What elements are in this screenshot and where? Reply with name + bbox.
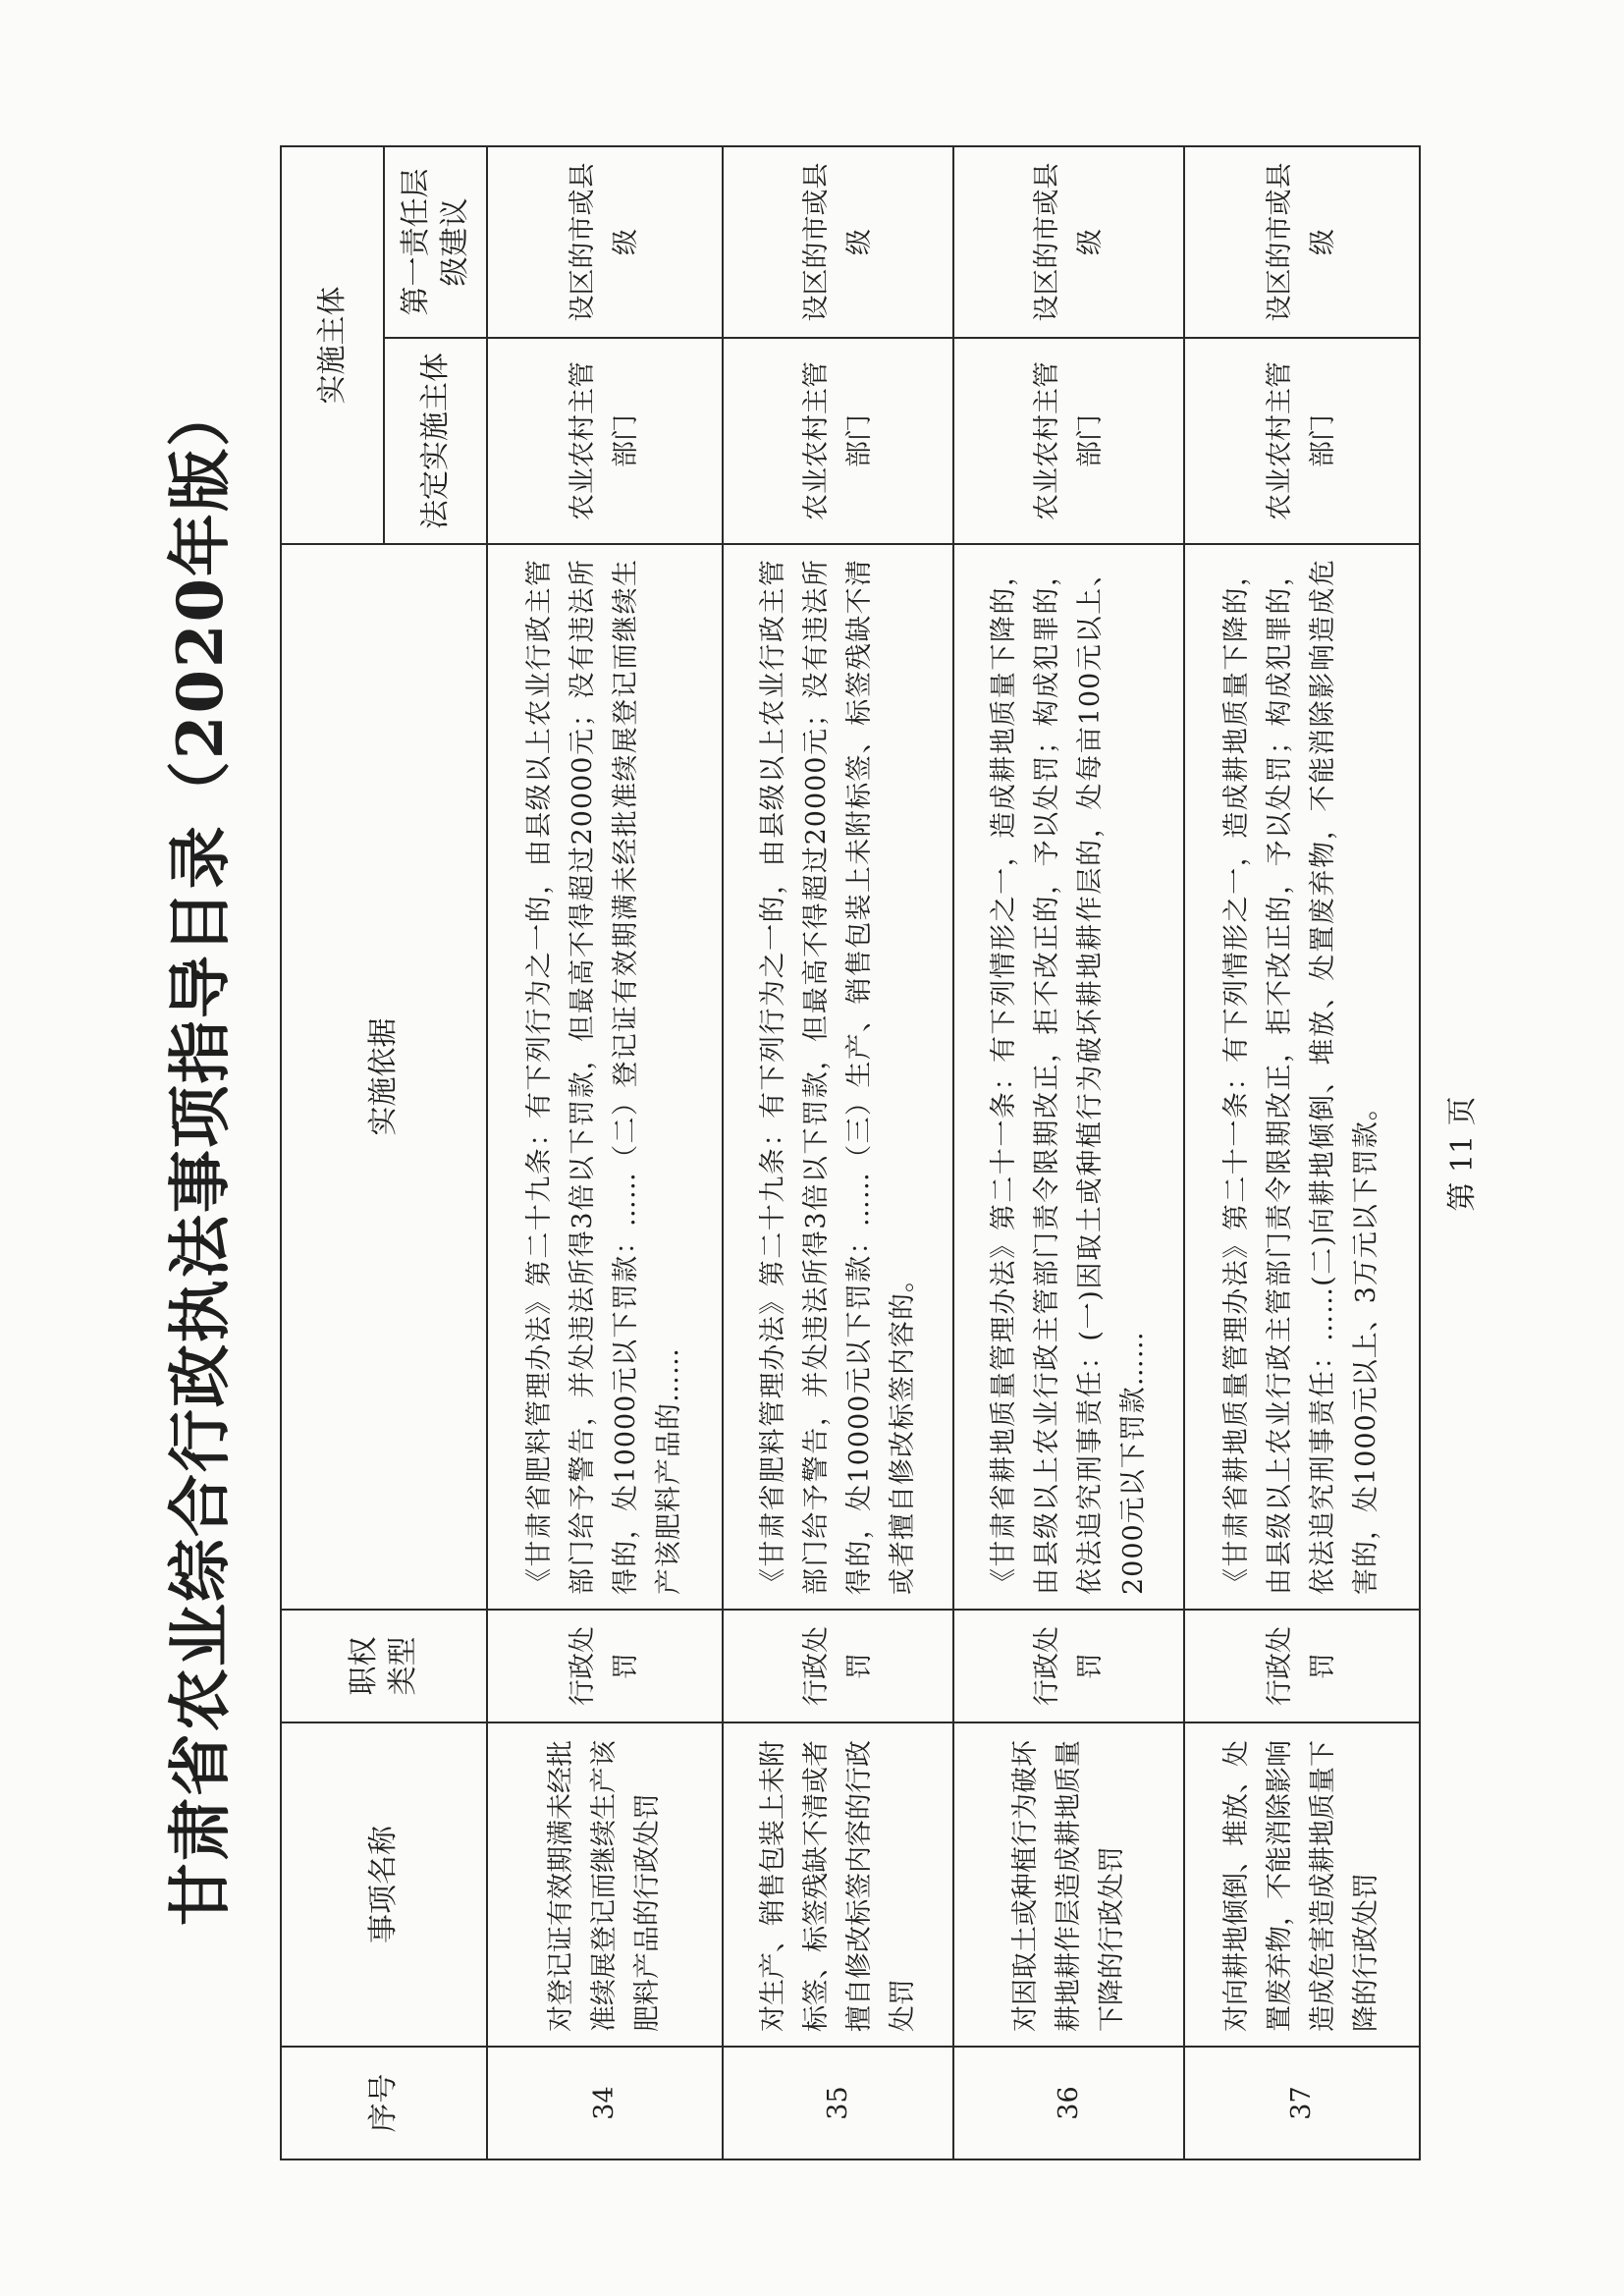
row-name: 对向耕地倾倒、堆放、处置废弃物，不能消除影响造成危害造成耕地质量下降的行政处罚 — [1184, 1722, 1420, 2047]
row-legal-subject: 农业农村主管部门 — [1184, 338, 1420, 544]
header-legal-subject: 法定实施主体 — [384, 338, 487, 544]
header-level-suggestion: 第一责任层级建议 — [384, 146, 487, 338]
row-name: 对登记证有效期满未经批准续展登记而继续生产该肥料产品的行政处罚 — [487, 1722, 723, 2047]
header-row — [281, 146, 384, 2159]
row-level: 设区的市或县级 — [723, 146, 953, 338]
row-type: 行政处罚 — [1184, 1610, 1420, 1722]
row-type: 行政处罚 — [953, 1610, 1184, 1722]
row-seq: 37 — [1184, 2047, 1420, 2159]
row-legal-subject: 农业农村主管部门 — [487, 338, 723, 544]
row-type: 行政处罚 — [723, 1610, 953, 1722]
row-name: 对生产、销售包装上未附标签、标签残缺不清或者擅自修改标签内容的行政处罚 — [723, 1722, 953, 2047]
header-subject: 实施主体 — [281, 146, 384, 544]
header-basis: 实施依据 — [281, 544, 487, 1610]
rotated-page — [147, 147, 1600, 2160]
row-type: 行政处罚 — [487, 1610, 723, 1722]
row-seq: 34 — [487, 2047, 723, 2159]
row-seq: 35 — [723, 2047, 953, 2159]
row-legal-subject: 农业农村主管部门 — [953, 338, 1184, 544]
row-basis: 《甘肃省肥料管理办法》第二十九条：有下列行为之一的，由县级以上农业行政主管部门给予警告，并处违法所得3倍以下罚款，但最高不得超过20000元；没有违法所得的，处10000元以下罚款：……（三）生产、销售包装上未附标签、标签残缺不清或者擅自修改标签内容的。 — [723, 544, 953, 1610]
row-basis: 《甘肃省耕地质量管理办法》第二十一条：有下列情形之一，造成耕地质量下降的，由县级以上农业行政主管部门责令限期改正，拒不改正的，予以处罚；构成犯罪的，依法追究刑事责任：(一)因取土或种植行为破坏耕地耕作层的，处每亩100元以上、2000元以下罚款…… — [953, 544, 1184, 1610]
row-legal-subject: 农业农村主管部门 — [723, 338, 953, 544]
table-row — [723, 146, 953, 2159]
table-row — [1184, 146, 1420, 2159]
row-level: 设区的市或县级 — [953, 146, 1184, 338]
row-name: 对因取土或种植行为破坏耕地耕作层造成耕地质量下降的行政处罚 — [953, 1722, 1184, 2047]
document-title: 甘肃省农业综合行政执法事项指导目录（2020年版） — [164, 381, 238, 1927]
row-level: 设区的市或县级 — [1184, 146, 1420, 338]
header-type: 职权类型 — [281, 1610, 487, 1722]
page-number: 第 11 页 — [1445, 1096, 1480, 1212]
header-name: 事项名称 — [281, 1722, 487, 2047]
header-seq: 序号 — [281, 2047, 487, 2159]
table-row — [487, 146, 723, 2159]
enforcement-table — [280, 145, 1421, 2160]
table-row — [953, 146, 1184, 2159]
row-level: 设区的市或县级 — [487, 146, 723, 338]
row-basis: 《甘肃省肥料管理办法》第二十九条：有下列行为之一的，由县级以上农业行政主管部门给予警告，并处违法所得3倍以下罚款，但最高不得超过20000元；没有违法所得的，处10000元以下罚款：……（二）登记证有效期满未经批准续展登记而继续生产该肥料产品的…… — [487, 544, 723, 1610]
row-seq: 36 — [953, 2047, 1184, 2159]
row-basis: 《甘肃省耕地质量管理办法》第二十一条：有下列情形之一，造成耕地质量下降的，由县级以上农业行政主管部门责令限期改正，拒不改正的，予以处罚；构成犯罪的，依法追究刑事责任：……(二)向耕地倾倒、堆放、处置废弃物，不能消除影响造成危害的，处1000元以上、3万元以下罚款。 — [1184, 544, 1420, 1610]
